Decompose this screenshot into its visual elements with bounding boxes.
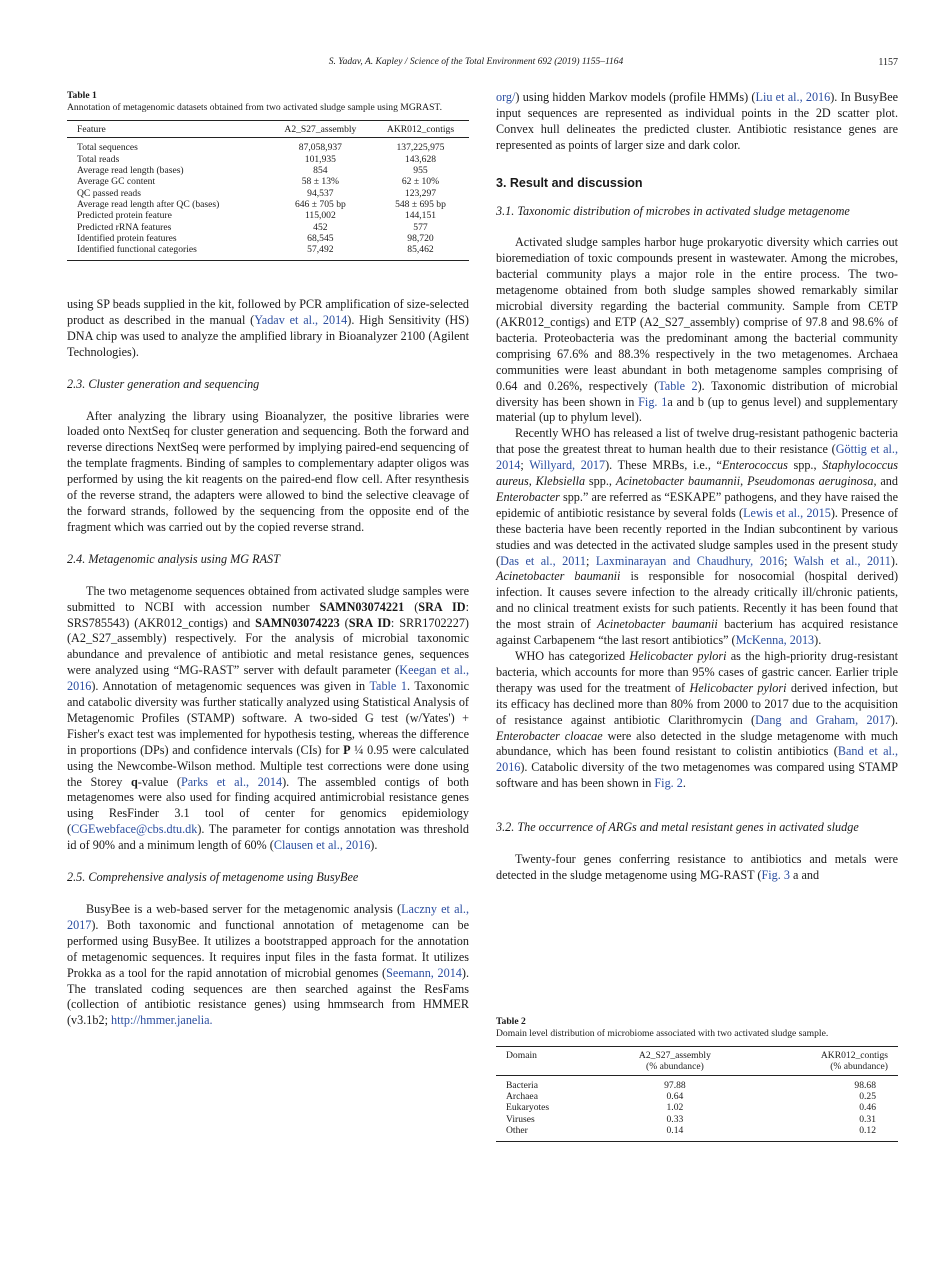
table-1-body xyxy=(67,138,469,261)
section-2-3-heading: 2.3. Cluster generation and sequencing xyxy=(67,376,260,391)
figure-link[interactable]: Fig. 1 xyxy=(638,394,668,409)
table-cell: 0.12 xyxy=(749,1125,898,1142)
table-1-caption xyxy=(67,90,469,114)
citation-link[interactable]: Yadav et al., 2014 xyxy=(254,312,348,327)
paragraph-busybee-cont: org/) using hidden Markov models (profile HMMs) (Liu et al., 2016). In BusyBee input sequences are represented as individual points in the 2D scatter plot. Convex hull delineates the predicted cluster. Antibiotic resistance genes are represented as points of larger size and dark color. xyxy=(496,90,899,152)
table-cell: 94,537 xyxy=(307,187,334,199)
url-link[interactable]: http://hmmer.janelia. xyxy=(111,1013,213,1028)
paragraph-busybee: BusyBee is a web-based server for the metagenomic analysis (Laczny et al., 2017). Both taxonomic and functional annotation of metagenome can be performed using BusyBee. It utilizes a bootstrapped approach for the annotation of metagenomic sequences. It requires input files in the fasta format. It utilizes Prokka as a tool for the rapid annotation of microbial genomes (Seemann, 2014). The translated coding sequences are then searched against the ResFams (collection of antibiotic resistance genes) using hmmsearch from HMMER (v3.1b2; http://hmmer.janelia. xyxy=(67,902,469,1028)
table-row xyxy=(496,1114,898,1125)
table-cell: 0.25 xyxy=(859,1091,876,1103)
table-cell: Total reads xyxy=(77,153,120,165)
table-cell: 854 xyxy=(313,165,328,177)
table-cell: 58 ± 13% xyxy=(301,176,339,188)
table-cell: 98,720 xyxy=(407,232,434,244)
table-link[interactable]: Table 1 xyxy=(369,679,407,694)
table-cell: 548 ± 695 bp xyxy=(395,198,446,210)
paragraph-eskape: Recently WHO has released a list of twelve drug-resistant pathogenic bacteria that pose the greatest threat to human health due to their resistance (Göttig et al., 2014; Willyard, 2017). These MRBs, i.e., “Enterococcus spp., Staphylococcus aureus, Klebsiella spp., Acinetobacter baumannii, Pseudomonas aeruginosa, and Enterobacter spp.” are referred as “ESKAPE” pathogens, and they have raised the epidemic of antibiotic resistance by several folds (Lewis et al., 2015). Presence of these bacteria have been recently reported in the Indian subcontinent by various studies and was detected in the activated sludge samples used in the present study (Das et al., 2011; Laxminarayan and Chaudhury, 2016; Walsh et al., 2011). Acinetobacter baumanii is responsible for nosocomial (hospital derived) infection. It causes severe infection to the already critically ill/chronic patients, and no clinical treatment exists for such patients. Recently it has been found that the most strain of Acinetobacter baumanii bacterium has acquired resistance against Carbapenem “the last resort antibiotics” (McKenna, 2013). xyxy=(496,426,898,648)
table-cell: 0.14 xyxy=(601,1125,748,1142)
citation-link[interactable]: Clausen et al., 2016 xyxy=(273,838,371,853)
left-text-block xyxy=(67,297,469,1029)
table-cell: 137,225,975 xyxy=(396,142,445,154)
table-cell: 115,002 xyxy=(304,210,336,222)
table-2-col-header: A2_S27_assembly (% abundance) xyxy=(601,1047,748,1076)
page-number: 1157 xyxy=(878,57,898,68)
paragraph-library-prep: using SP beads supplied in the kit, followed by PCR amplification of size-selected product as described in the manual (Yadav et al., 2014). High Sensitivity (HS) DNA chip was used to analyze the amplified library in Bioanalyzer 2100 (Agilent Technologies). xyxy=(67,297,469,359)
right-text-block xyxy=(496,90,898,884)
table-1-col-header: A2_S27_assembly xyxy=(269,121,372,138)
paragraph-helicobacter: WHO has categorized Helicobacter pylori as the high-priority drug-resistant bacteria, which accounts for more than 95% cases of gastric cancer. Earlier triple therapy was used for the treatment of Helicobacter pylori derived infection, but its efficacy has declined more than 80% from 2000 to 2017 due to the acquisition of resistance against antibiotic Clarithromycin (Dang and Graham, 2017). Enterobacter cloacae were also detected in the sludge metagenome with much abundance, which has been found resistant to colistin antibiotics (Band et al., 2016). Catabolic diversity of the two metagenomes was compared using STAMP software and has been shown in Fig. 2. xyxy=(496,649,899,791)
table-row xyxy=(67,176,469,187)
table-row xyxy=(67,222,469,233)
table-cell: 98.68 xyxy=(854,1079,876,1091)
table-2-header-row xyxy=(496,1047,898,1076)
table-cell: 0.33 xyxy=(666,1113,684,1125)
section-3-heading: 3. Result and discussion xyxy=(496,175,643,190)
table-cell: Eukaryotes xyxy=(506,1102,550,1114)
table-cell: 955 xyxy=(413,165,428,177)
table-cell: 143,628 xyxy=(404,153,437,165)
table-cell: Identified protein features xyxy=(77,232,177,244)
table-cell: 1.02 xyxy=(666,1102,684,1114)
table-row xyxy=(67,233,469,244)
table-cell: Bacteria xyxy=(506,1079,538,1091)
figure-link[interactable]: Fig. 2 xyxy=(654,776,683,791)
table-row xyxy=(496,1091,898,1102)
table-cell: Average read length after QC (bases) xyxy=(77,198,220,210)
section-3-2-heading: 3.2. The occurrence of ARGs and metal resistant genes in activated sludge xyxy=(496,820,859,835)
table-row xyxy=(67,210,469,221)
table-cell: Average GC content xyxy=(77,176,156,188)
citation-link[interactable]: Dang and Graham, 2017 xyxy=(755,712,891,727)
table-row xyxy=(496,1102,898,1113)
table-cell: 0.31 xyxy=(859,1113,876,1125)
table-1-label: Table 1 xyxy=(67,90,97,101)
url-link[interactable]: org/ xyxy=(496,90,516,104)
table-1-col-header: AKR012_contigs xyxy=(372,121,469,138)
table-cell: 101,935 xyxy=(304,153,336,165)
citation-link[interactable]: Das et al., 2011 xyxy=(500,553,587,568)
citation-link[interactable]: Lewis et al., 2015 xyxy=(743,505,831,520)
table-1-grid xyxy=(67,120,469,261)
table-link[interactable]: Table 2 xyxy=(658,378,698,393)
table-cell: 144,151 xyxy=(404,210,437,222)
table-row xyxy=(496,1075,898,1091)
table-cell: Archaea xyxy=(506,1091,538,1103)
table-cell: Other xyxy=(496,1125,601,1142)
table-1-header-row xyxy=(67,121,469,138)
section-3-1-heading: 3.1. Taxonomic distribution of microbes in activated sludge metagenome xyxy=(496,203,850,218)
figure-link[interactable]: Fig. 3 xyxy=(761,867,790,882)
citation-link[interactable]: Laczny et al., 2017 xyxy=(67,902,469,932)
table-row xyxy=(67,154,469,165)
table-row xyxy=(67,244,469,261)
table-1-caption-text: Annotation of metagenomic datasets obtained from two activated sludge sample using MGRAST. xyxy=(67,102,442,114)
table-2-col-header: Domain xyxy=(496,1047,601,1076)
table-cell: 646 ± 705 bp xyxy=(294,198,346,210)
table-cell: 87,058,937 xyxy=(298,142,342,154)
table-2-grid xyxy=(496,1046,898,1142)
table-cell: 452 xyxy=(313,221,328,233)
paragraph-mg-rast: The two metagenome sequences obtained from activated sludge samples were submitted to NCBI with accession number SAMN03074221 (SRA ID: SRS785543) (AKR012_contigs) and SAMN03074223 (SRA ID: SRR1702227) (A2_S27_assembly) respectively. For the analysis of microbial taxonomic abundance and prevalence of antibiotic and metal resistance genes, sequences were analyzed using “MG-RAST” server with default parameter (Keegan et al., 2016). Annotation of metagenomic sequences was given in Table 1. Taxonomic and catabolic diversity was further statically analyzed using Statistical Analysis of Metagenomic Profiles (STAMP) software. A two-sided G test (w/Yates') + Fisher's exact test was implemented for hypothesis testing, whereas the difference in proportions (DPs) and confidence intervals (CIs) for P ¼ 0.95 were calculated using the Newcombe-Wilson method. Multiple test corrections were done using the Storey q-value (Parks et al., 2014). The assembled contigs of both metagenomes were also used for finding acquired antimicrobial resistance genes using ResFinder 3.1 tool of center for genomics epidemiology (CGEwebface@cbs.dtu.dk). The parameter for contigs annotation was threshold id of 90% and a minimum length of 60% (Clausen et al., 2016). xyxy=(67,583,469,853)
table-row xyxy=(67,165,469,176)
citation-link[interactable]: Band et al., 2016 xyxy=(496,744,898,775)
table-cell: 123,297 xyxy=(404,187,437,199)
citation-link[interactable]: Walsh et al., 2011 xyxy=(793,553,891,568)
running-head: S. Yadav, A. Kapley / Science of the Total Environment 692 (2019) 1155–1164 xyxy=(328,57,624,67)
table-2-caption-text: Domain level distribution of microbiome associated with two activated sludge sample. xyxy=(496,1028,829,1040)
table-cell: Predicted rRNA features xyxy=(77,221,172,233)
table-2 xyxy=(496,1016,898,1142)
table-1 xyxy=(67,90,469,261)
section-2-4-heading: 2.4. Metagenomic analysis using MG RAST xyxy=(67,551,280,566)
table-cell: 0.64 xyxy=(666,1091,684,1103)
table-row xyxy=(67,138,469,154)
table-cell: 97.88 xyxy=(664,1079,686,1091)
table-1-col-header: Feature xyxy=(67,121,269,138)
paragraph-args: Twenty-four genes conferring resistance to antibiotics and metals were detected in the sludge metagenome using MG-RAST (Fig. 3 a and xyxy=(496,852,898,882)
table-cell: Average read length (bases) xyxy=(77,165,184,177)
table-cell: Viruses xyxy=(506,1113,535,1125)
table-row xyxy=(67,199,469,210)
table-cell: 57,492 xyxy=(269,244,372,261)
table-cell: 577 xyxy=(413,221,428,233)
citation-link[interactable]: Parks et al., 2014 xyxy=(180,774,283,789)
citation-link[interactable]: Seemann, 2014 xyxy=(386,965,462,980)
table-cell: 68,545 xyxy=(307,232,334,244)
table-cell: Predicted protein feature xyxy=(77,210,172,222)
table-cell: 0.46 xyxy=(859,1102,876,1114)
citation-link[interactable]: Keegan et al., 2016 xyxy=(67,663,469,694)
section-2-5-heading: 2.5. Comprehensive analysis of metagenome using BusyBee xyxy=(67,870,359,885)
table-2-label: Table 2 xyxy=(496,1016,526,1027)
table-row xyxy=(67,188,469,199)
table-2-body xyxy=(496,1075,898,1141)
table-2-caption xyxy=(496,1016,898,1040)
paragraph-cluster-generation: After analyzing the library using Bioanalyzer, the positive libraries were loaded onto NextSeq for cluster generation and sequencing. Both the forward and reverse directions NextSeq were performed by implying paired-end sequencing of the template fragments. Binding of samples to complementary adapter oligos was performed by using the kit reagents on the paired-end flow cell. After resynthesis of the reverse strand, the adapters were allowed to bind the selective cleavage of the forward strands, followed by the sequencing from the opposite end of the fragment which was carried out by the copied reverse strand. xyxy=(67,408,469,534)
citation-link[interactable]: Laxminarayan and Chaudhury, 2016 xyxy=(595,553,785,568)
table-cell: 62 ± 10% xyxy=(401,176,440,188)
paragraph-taxonomic: Activated sludge samples harbor huge prokaryotic diversity which carries out bioremediation of toxic compounds present in wastewater. Among the microbes, bacterial community plays a major role in the entire process. The two-metagenome obtained from both sludge samples showed remarkably similar microbial diversity regarding the bacterial community. Sample from CETP (AKR012_contigs) and ETP (A2_S27_assembly) comprise of 97.8 and 98.6% of bacteria. Proteobacteria was the predominant among the bacterial community comprising 67.6% and 88.3% respectively in the two metagenomes. Archaea communities were least abundant in both metagenome samples comprising of 0.64 and 0.26%, respectively (Table 2). Taxonomic distribution of microbial diversity has been shown in Fig. 1a and b (up to genus level) and supplementary material (up to phylum level). xyxy=(496,235,899,425)
citation-link[interactable]: Liu et al., 2016 xyxy=(755,90,831,104)
table-cell: 85,462 xyxy=(372,244,469,261)
table-cell: Total sequences xyxy=(77,142,138,154)
table-cell: Identified functional categories xyxy=(67,244,269,261)
citation-link[interactable]: McKenna, 2013 xyxy=(735,633,815,648)
email-link[interactable]: CGEwebface@cbs.dtu.dk xyxy=(71,822,198,837)
table-cell: QC passed reads xyxy=(77,187,141,199)
citation-link[interactable]: Göttig et al., 2014 xyxy=(496,442,898,473)
table-2-col-header: AKR012_contigs (% abundance) xyxy=(749,1047,898,1076)
table-row xyxy=(496,1125,898,1142)
citation-link[interactable]: Willyard, 2017 xyxy=(529,458,606,473)
